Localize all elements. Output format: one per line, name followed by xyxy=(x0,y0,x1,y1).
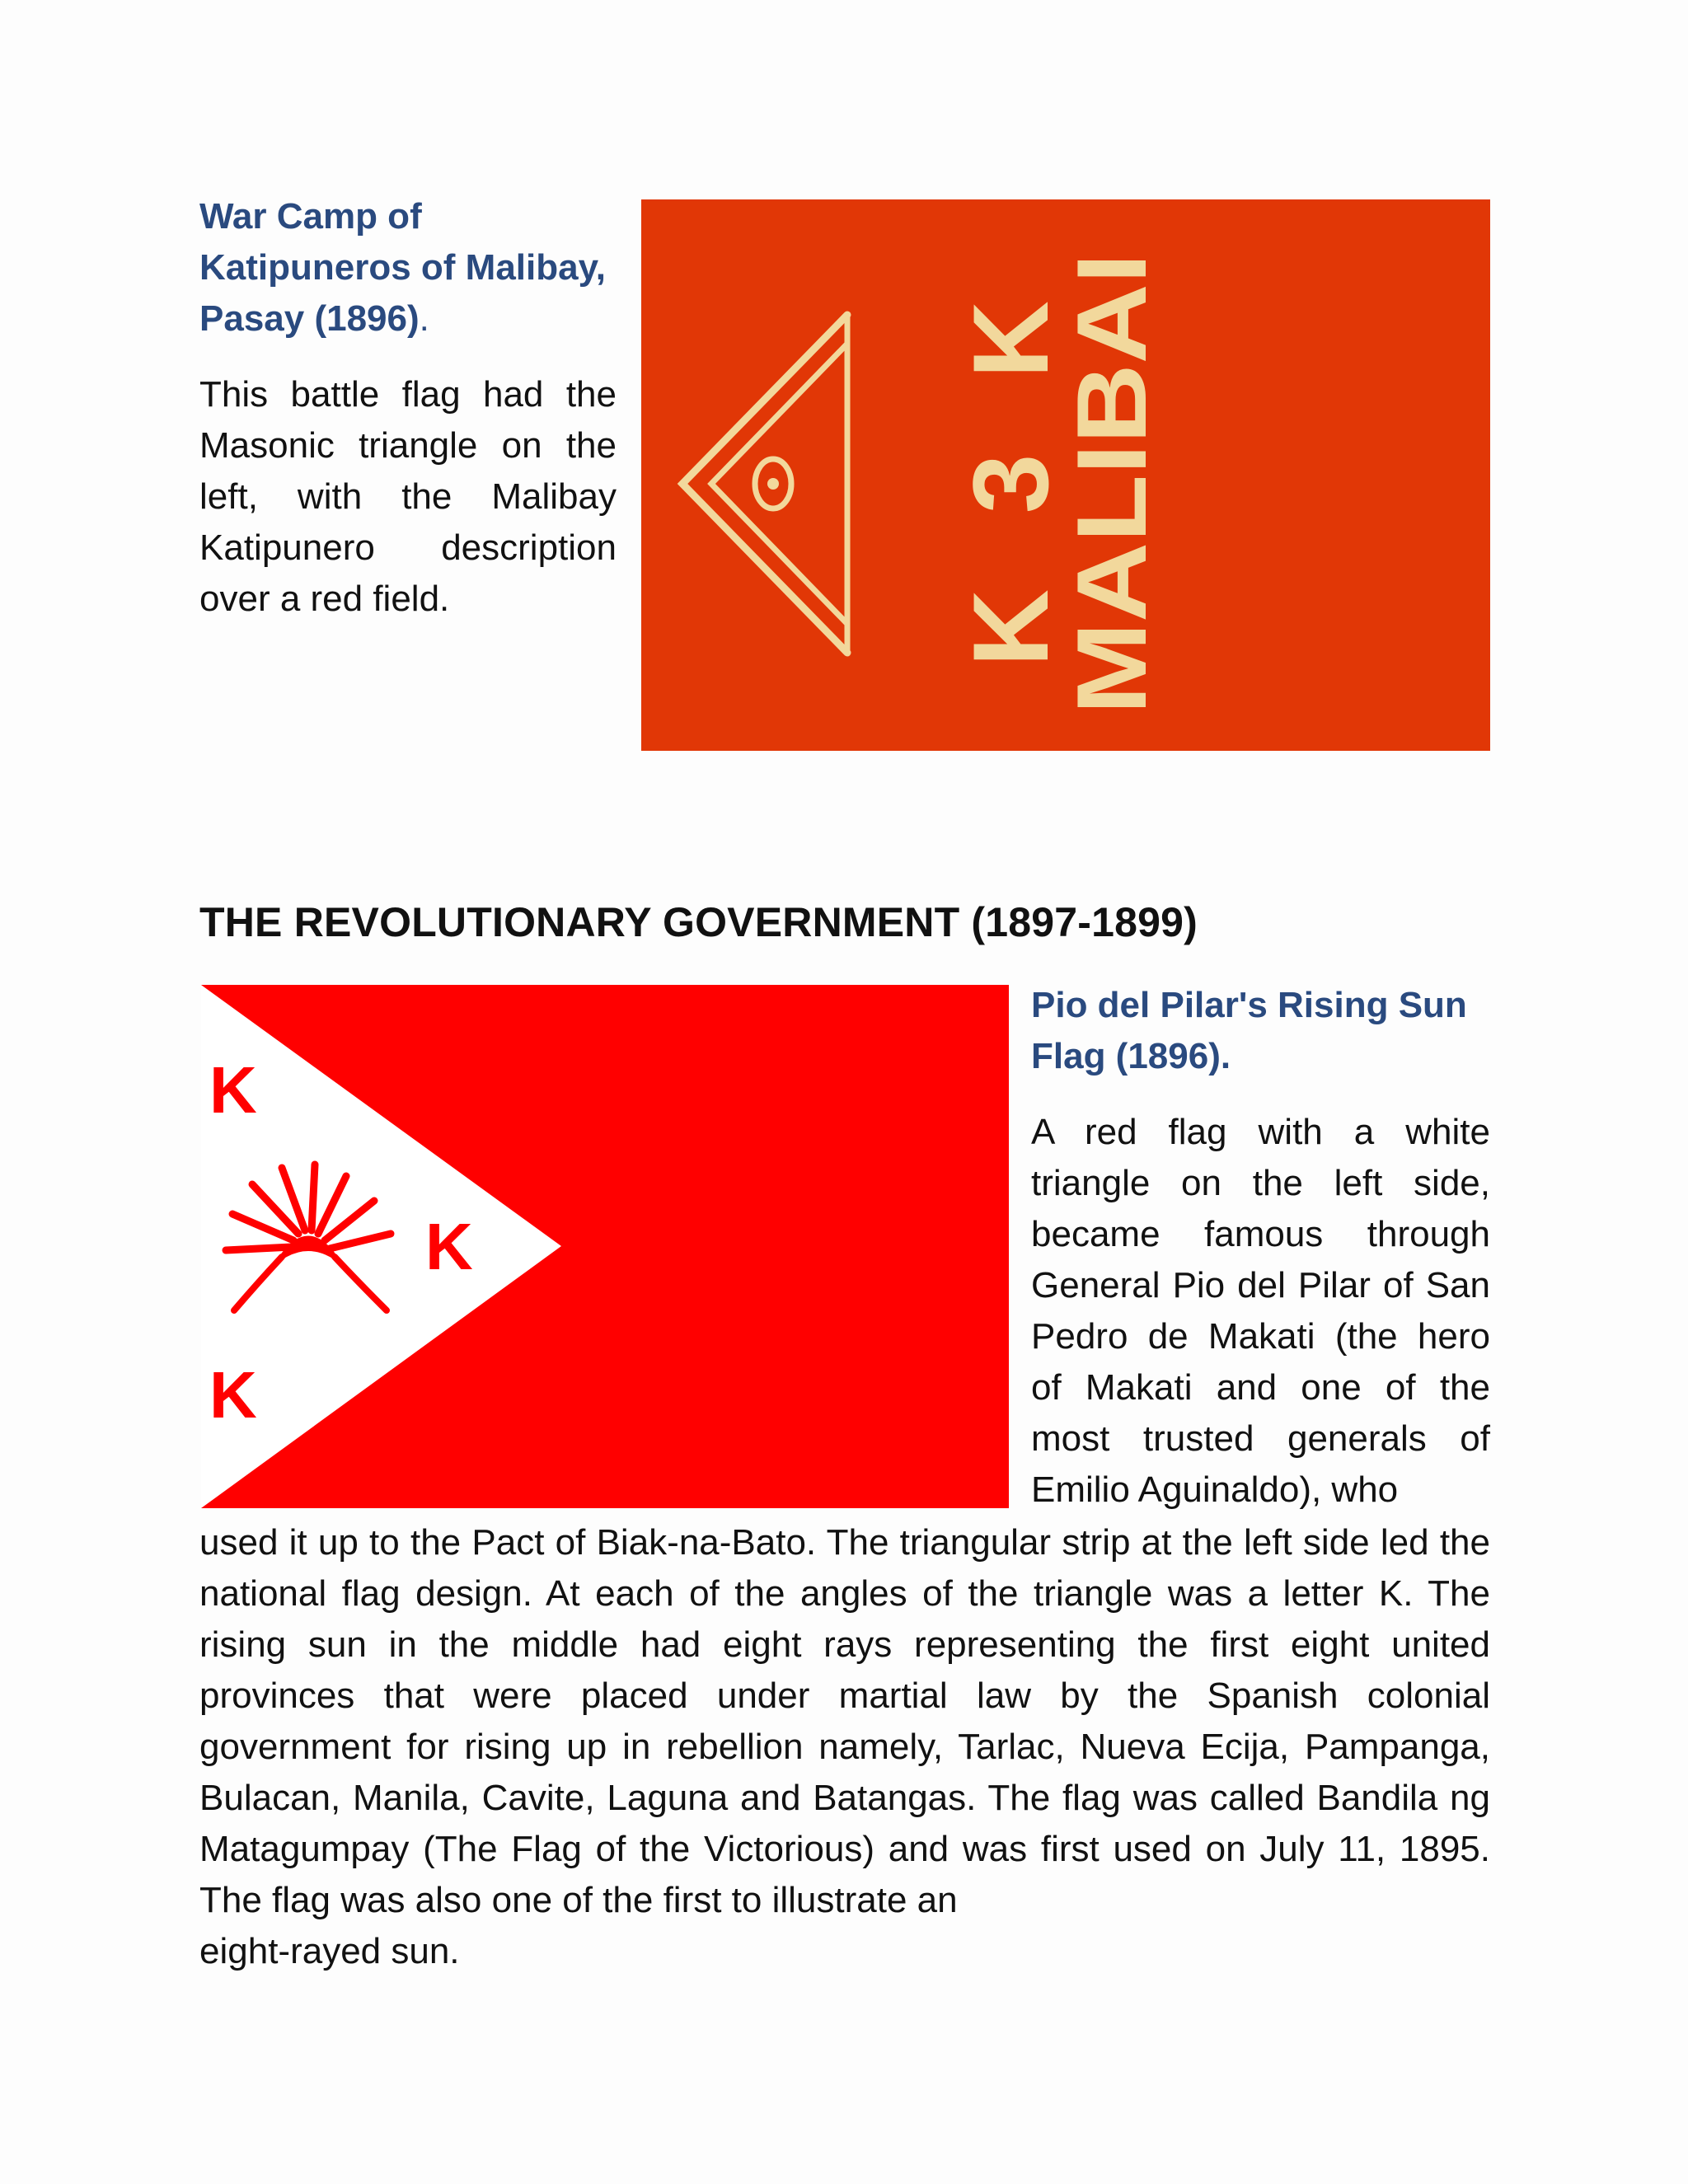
section1-text xyxy=(199,191,617,625)
malibay-flag-word: MALIBAI xyxy=(1057,302,1167,715)
section2-side-text xyxy=(1031,980,1490,1516)
section1-description: This battle flag had the Masonic triangle on the left, with the Malibay Katipunero description over a red field. xyxy=(199,374,617,619)
rising-sun-flag-letter-right: K xyxy=(425,1210,473,1283)
rising-sun-flag-letter-bottom: K xyxy=(209,1358,257,1432)
section2-body-text xyxy=(199,1517,1490,1977)
rising-sun-flag-image xyxy=(201,985,1009,1508)
rising-sun-flag-letter-top: K xyxy=(209,1053,257,1127)
malibay-flag-letter-1: K xyxy=(950,589,1071,667)
section2-description-end: eight-rayed sun. xyxy=(199,1931,460,1971)
section2-title: Pio del Pilar's Rising Sun Flag (1896). xyxy=(1031,985,1467,1076)
section1-title xyxy=(199,191,617,344)
malibay-flag-image xyxy=(641,199,1490,751)
section1-title-dot: . xyxy=(419,298,429,339)
section2-description-side: A red flag with a white triangle on the left side, became famous through General Pio del Pilar of San Pedro de Makati (the hero of Makati and one of the most trusted generals of Emilio Aguinaldo), who xyxy=(1031,1112,1490,1510)
section-heading: THE REVOLUTIONARY GOVERNMENT (1897-1899) xyxy=(199,899,1198,945)
malibay-flag-letter-3: K xyxy=(950,301,1071,378)
section2-description-body: used it up to the Pact of Biak-na-Bato. The triangular strip at the left side led the national flag design. At each of the angles of the triangle was a letter K. The rising sun in the middle had eight rays representing the first eight united provinces that were placed under martial law by the Spanish colonial government for rising up in rebellion namely, Tarlac, Nueva Ecija, Pampanga, Bulacan, Manila, Cavite, Laguna and Batangas. The flag was called Bandila ng Matagumpay (The Flag of the Victorious) and was first used on July 11, 1895. The flag was also one of the first to illustrate an xyxy=(199,1522,1490,1920)
malibay-flag-letter-2: 3 xyxy=(950,453,1071,514)
section1-title-text: War Camp of Katipuneros of Malibay, Pasay (1896) xyxy=(199,196,607,339)
